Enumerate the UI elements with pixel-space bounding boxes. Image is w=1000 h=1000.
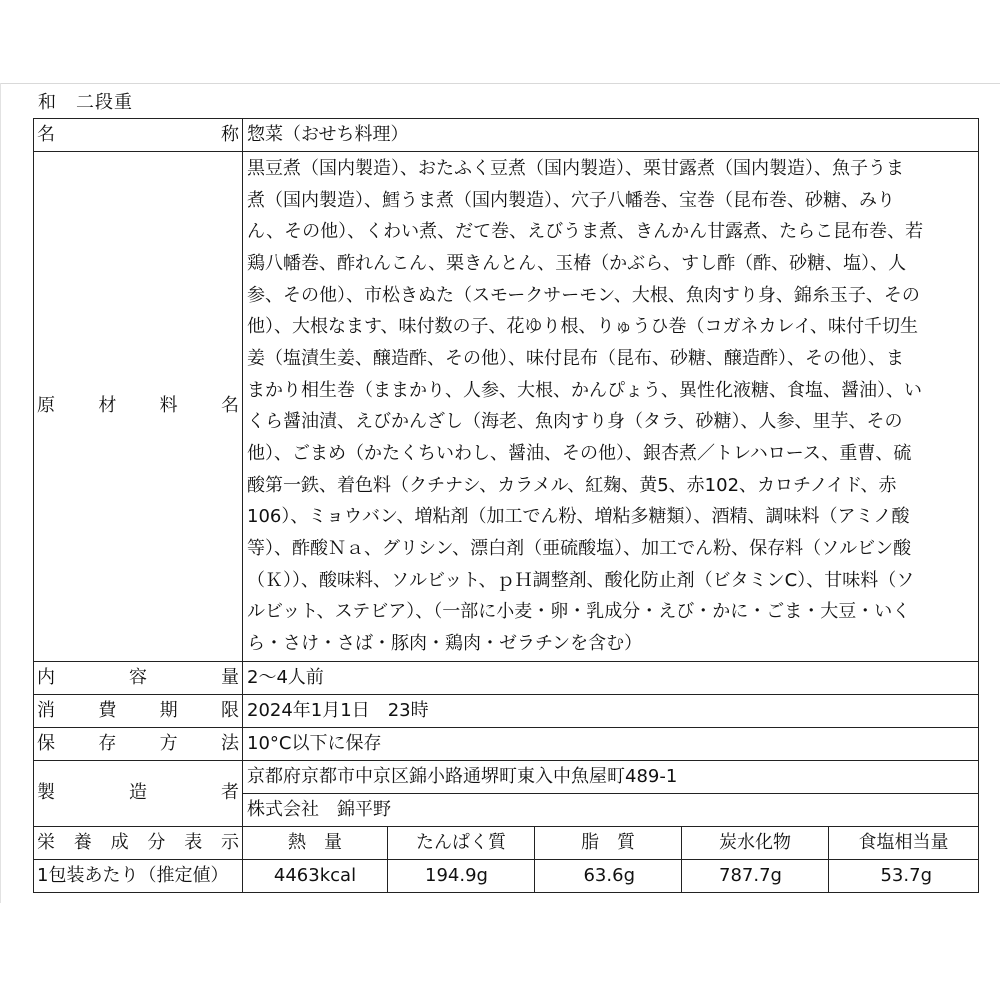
row-name bbox=[34, 119, 979, 152]
label-char: 分 bbox=[147, 831, 166, 853]
label-char: 期 bbox=[159, 699, 178, 721]
ingredient-line: 106）、ミョウバン、増粘剤（加工でん粉、増粘多糖類）、酒精、調味料（アミノ酸 bbox=[247, 506, 910, 528]
label-char: 名 bbox=[37, 124, 55, 145]
row-ingredients bbox=[34, 152, 979, 662]
label-char: 名 bbox=[220, 395, 239, 417]
row-nutrition-values bbox=[34, 859, 979, 892]
label-char: 成 bbox=[110, 831, 129, 853]
label-char: 限 bbox=[220, 699, 239, 721]
label-char: 材 bbox=[98, 395, 117, 417]
nutrition-value-salt: 53.7g bbox=[829, 859, 979, 892]
ingredient-line: くら醤油漬、えびかんざし（海老、魚肉すり身（タラ、砂糖）、人参、里芋、その bbox=[247, 411, 903, 433]
label-char: 養 bbox=[73, 831, 92, 853]
nutrition-per-label: 1包装あたり（推定値） bbox=[34, 859, 243, 892]
label-char: 料 bbox=[159, 395, 178, 417]
ingredient-line: 他）、ごまめ（かたくちいわし、醤油、その他）、銀杏煮／トレハロース、重曹、硫 bbox=[247, 442, 912, 464]
expiry-value: 2024年1月1日 23時 bbox=[243, 694, 979, 727]
left-divider-line bbox=[0, 83, 1, 903]
ingredient-line: 酸第一鉄、着色料（クチナシ、カラメル、紅麹、黄5、赤102、カロチノイド、赤 bbox=[247, 474, 897, 496]
ingredient-line: （Ｋ））、酸味料、ソルビット、ｐＨ調整剤、酸化防止剤（ビタミンC）、甘味料（ソ bbox=[247, 569, 915, 591]
row-storage bbox=[34, 727, 979, 760]
label-char: 方 bbox=[159, 732, 178, 754]
row-expiry bbox=[34, 694, 979, 727]
ingredient-line: 姜（塩漬生姜、醸造酢、その他）、味付昆布（昆布、砂糖、醸造酢）、その他）、ま bbox=[247, 347, 904, 369]
label-char: 法 bbox=[220, 732, 239, 754]
nutrition-value-energy: 4463kcal bbox=[243, 859, 388, 892]
label-char: 消 bbox=[37, 699, 55, 721]
ingredient-line: 煮（国内製造）、鱈うま煮（国内製造）、穴子八幡巻、宝巻（昆布巻、砂糖、みり bbox=[247, 189, 895, 211]
ingredient-line: 参、その他）、市松きぬた（スモークサーモン、大根、魚肉すり身、錦糸玉子、その bbox=[247, 284, 920, 306]
label-char: 存 bbox=[98, 732, 117, 754]
ingredient-line: ルビット、ステビア）、（一部に小麦・卵・乳成分・えび・かに・ごま・大豆・いく bbox=[247, 601, 911, 623]
nutrition-label bbox=[34, 826, 243, 859]
maker-address: 京都府京都市中京区錦小路通堺町東入中魚屋町489-1 bbox=[243, 760, 979, 793]
name-label bbox=[34, 119, 243, 152]
nutrition-value-carbs: 787.7g bbox=[682, 859, 829, 892]
label-char: 者 bbox=[221, 782, 239, 803]
nutrition-header-energy: 熱 量 bbox=[243, 826, 388, 859]
food-label-table bbox=[33, 118, 979, 893]
ingredient-line: ら・さけ・さば・豚肉・鶏肉・ゼラチンを含む） bbox=[247, 632, 643, 654]
ingredients-label bbox=[34, 152, 243, 662]
name-value: 惣菜（おせち料理） bbox=[243, 119, 979, 152]
label-char: 内 bbox=[37, 666, 55, 688]
label-char: 示 bbox=[220, 831, 239, 853]
top-divider-line bbox=[0, 83, 1000, 84]
ingredient-line: ん、その他）、くわい煮、だて巻、えびうま煮、きんかん甘露煮、たらこ昆布巻、若 bbox=[247, 221, 924, 243]
maker-company: 株式会社 錦平野 bbox=[243, 793, 979, 826]
expiry-label bbox=[34, 694, 243, 727]
label-char: 原 bbox=[37, 395, 55, 417]
row-nutrition-header bbox=[34, 826, 979, 859]
nutrition-header-carbs: 炭水化物 bbox=[682, 826, 829, 859]
storage-value: 10°C以下に保存 bbox=[243, 727, 979, 760]
ingredient-line: まかり相生巻（ままかり、人参、大根、かんぴょう、異性化液糖、食塩、醤油）、い bbox=[247, 379, 922, 401]
content-value: 2～4人前 bbox=[243, 661, 979, 694]
label-char: 称 bbox=[221, 124, 239, 145]
label-char: 造 bbox=[129, 782, 147, 803]
row-content bbox=[34, 661, 979, 694]
nutrition-header-protein: たんぱく質 bbox=[388, 826, 535, 859]
ingredients-value bbox=[243, 152, 979, 662]
nutrition-value-protein: 194.9g bbox=[388, 859, 535, 892]
nutrition-header-salt: 食塩相当量 bbox=[829, 826, 979, 859]
ingredient-line: 等）、酢酸Ｎａ、グリシン、漂白剤（亜硫酸塩）、加工でん粉、保存料（ソルビン酸 bbox=[247, 537, 912, 559]
ingredient-line: 鶏八幡巻、酢れんこん、栗きんとん、玉椿（かぶら、すし酢（酢、砂糖、塩）、人 bbox=[247, 252, 907, 274]
label-char: 保 bbox=[37, 732, 55, 754]
ingredient-line: 黒豆煮（国内製造）、おたふく豆煮（国内製造）、栗甘露煮（国内製造）、魚子うま bbox=[247, 158, 904, 179]
label-char: 製 bbox=[37, 782, 55, 803]
row-maker-address bbox=[34, 760, 979, 793]
label-char: 栄 bbox=[37, 831, 55, 853]
product-title: 和 二段重 bbox=[38, 92, 133, 113]
nutrition-header-fat: 脂 質 bbox=[535, 826, 682, 859]
label-char: 量 bbox=[221, 666, 239, 688]
label-char: 容 bbox=[129, 666, 147, 688]
storage-label bbox=[34, 727, 243, 760]
label-char: 費 bbox=[98, 699, 117, 721]
nutrition-value-fat: 63.6g bbox=[535, 859, 682, 892]
ingredient-line: 他）、大根なます、味付数の子、花ゆり根、りゅうひ巻（コガネカレイ、味付千切生 bbox=[247, 316, 919, 338]
content-label bbox=[34, 661, 243, 694]
maker-label bbox=[34, 760, 243, 826]
label-char: 表 bbox=[184, 831, 203, 853]
